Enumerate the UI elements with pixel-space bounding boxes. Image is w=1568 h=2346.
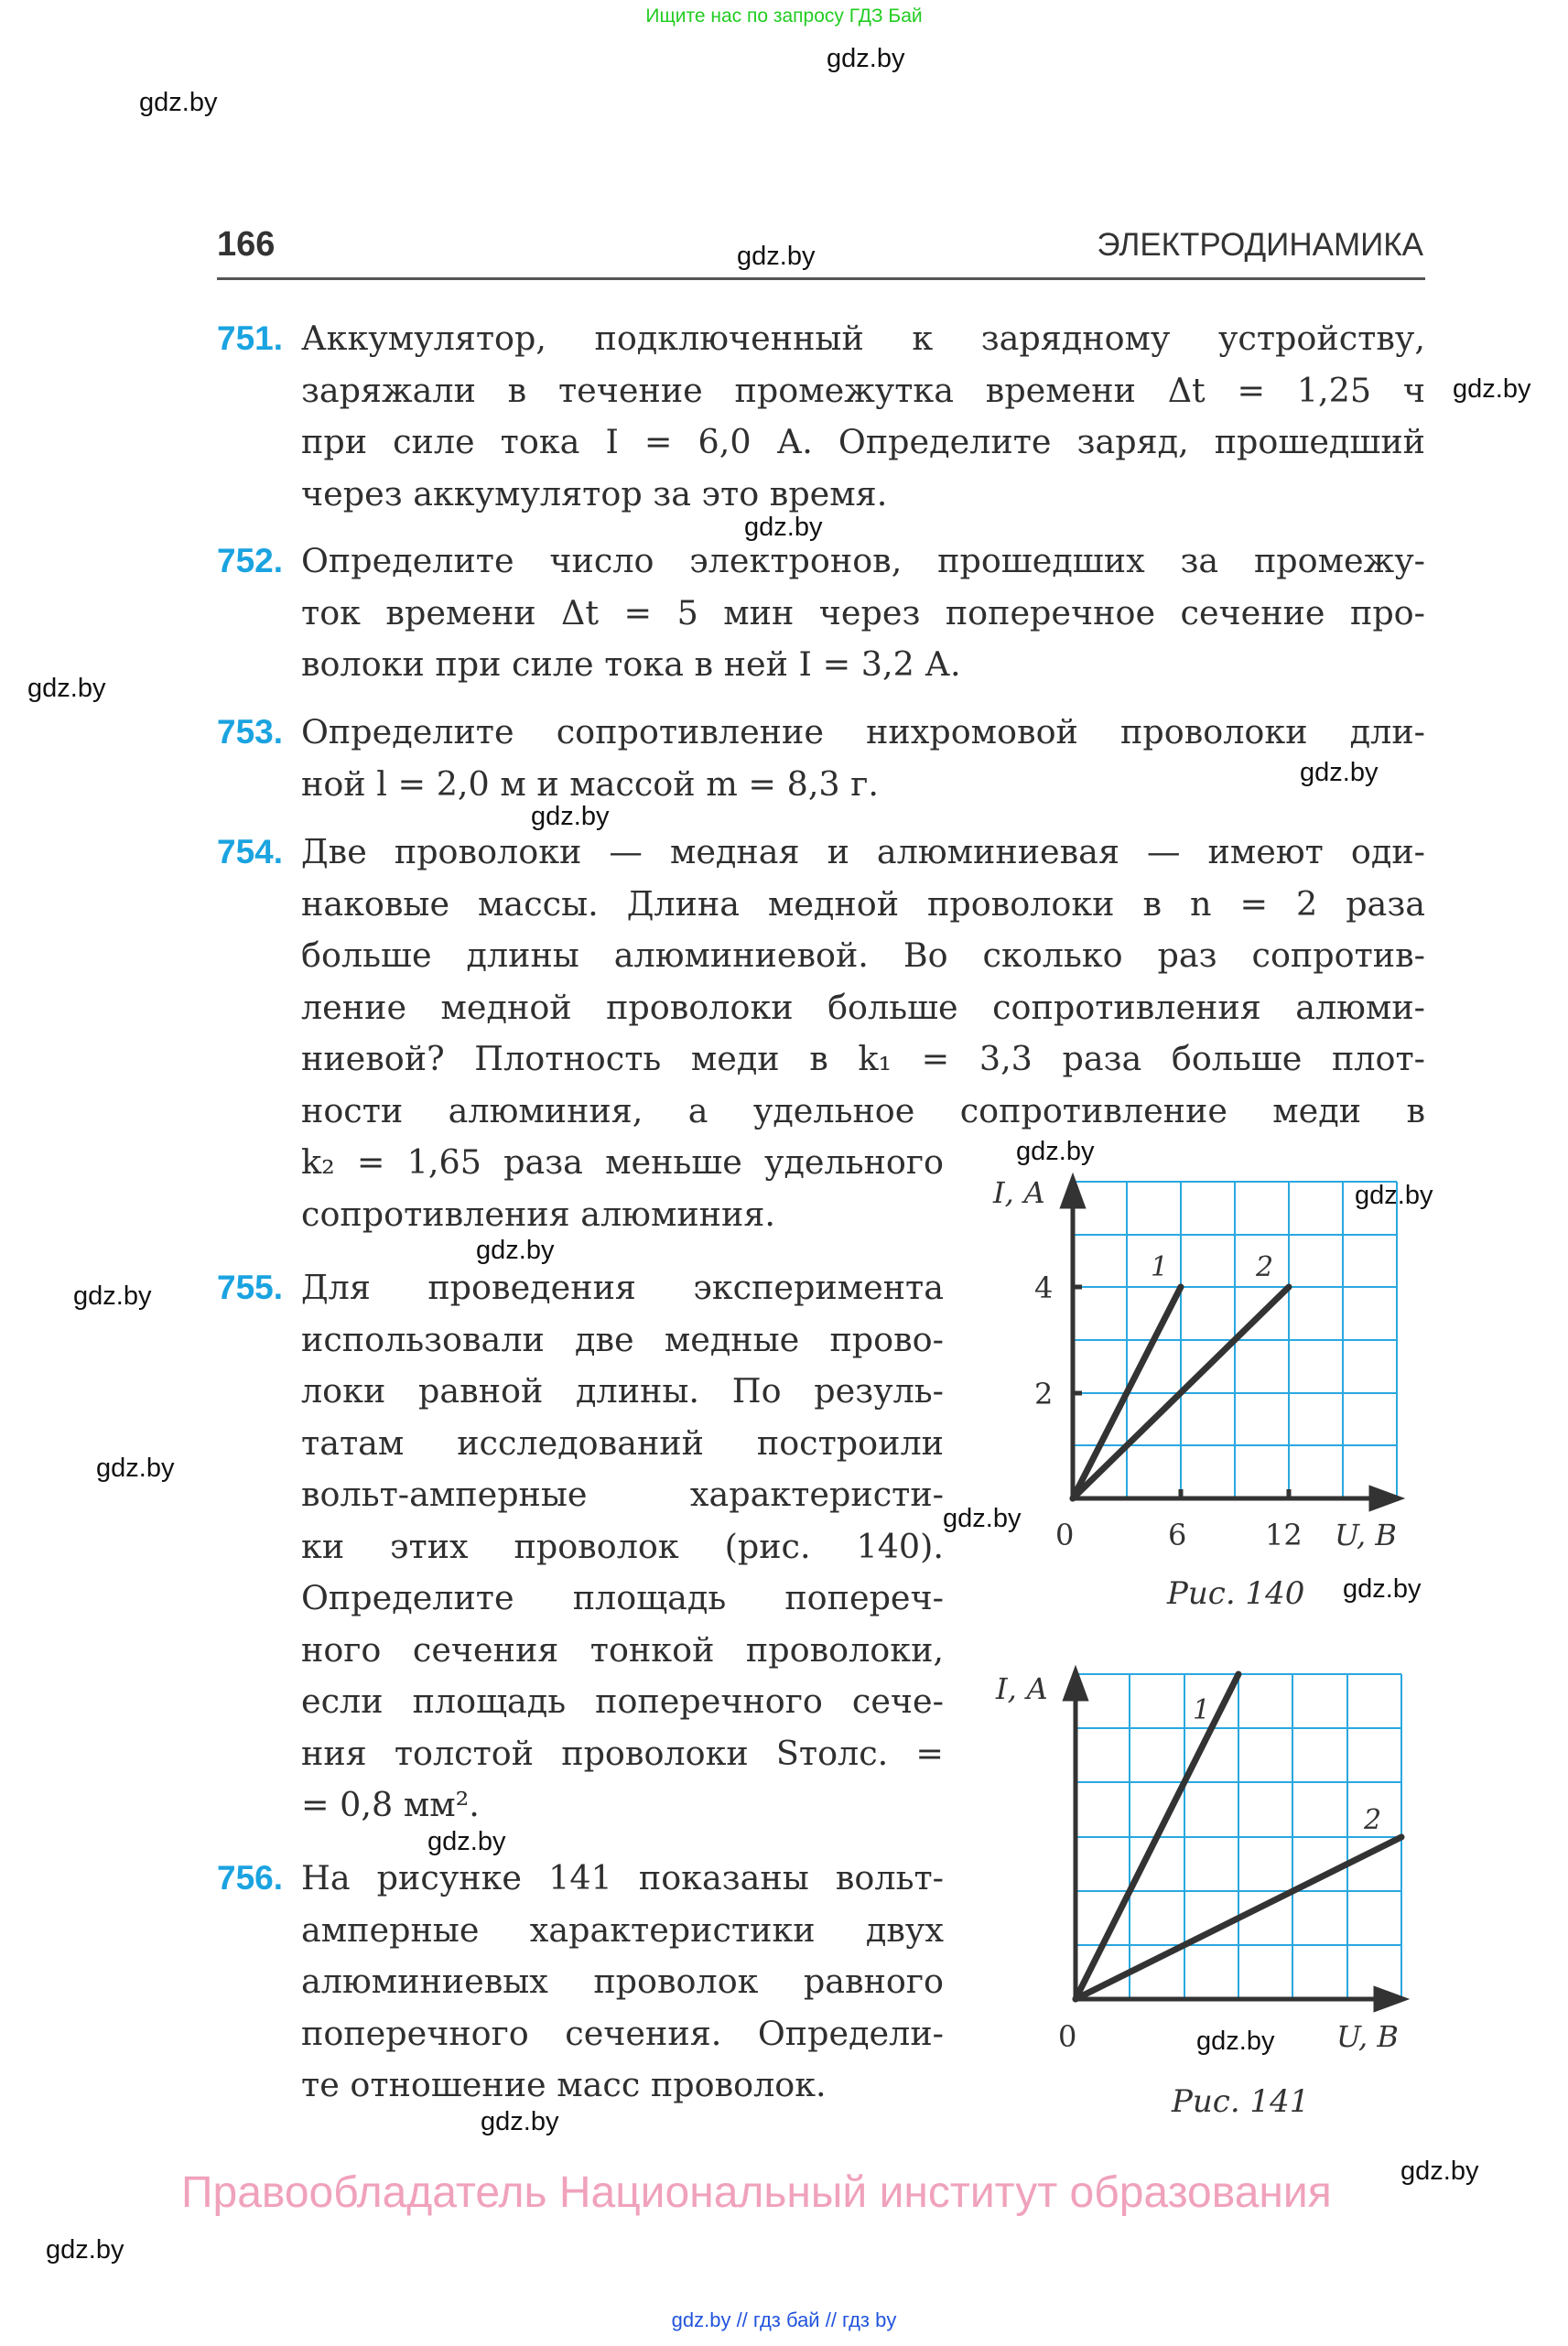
y-tick-4: 4 <box>1034 1270 1054 1305</box>
problem-text-line: Аккумулятор, подключенный к зарядному устройству, <box>301 319 1425 358</box>
problem-text-line: ление медной проволоки больше сопротивления алюми- <box>301 987 1425 1027</box>
problem-text-line: локи равной длины. По резуль- <box>301 1371 944 1411</box>
y-axis-label: I, А <box>993 1175 1046 1210</box>
watermark: gdz.by <box>73 1281 152 1311</box>
watermark: gdz.by <box>427 1827 506 1856</box>
watermark: gdz.by <box>1355 1181 1433 1210</box>
y-axis-label: I, А <box>996 1671 1049 1706</box>
y-axis-arrow-icon <box>1063 1179 1083 1206</box>
problem-text-line: если площадь поперечного сече- <box>301 1681 944 1721</box>
watermark: gdz.by <box>1016 1137 1095 1166</box>
problem-text-line: заряжали в течение промежутка времени Δt = 1,25 ч <box>301 370 1425 410</box>
page-number: 166 <box>217 225 276 264</box>
watermark: gdz.by <box>1453 374 1531 404</box>
grid <box>1076 1674 1401 1999</box>
y-tick-2: 2 <box>1034 1377 1054 1411</box>
figure-caption: Рис. 140 <box>1167 1575 1305 1612</box>
search-banner: Ищите нас по запросу ГДЗ Бай <box>645 5 923 27</box>
watermark: gdz.by <box>27 674 106 703</box>
problem-text-line: ной l = 2,0 м и массой m = 8,3 г. <box>301 763 879 804</box>
problem-text-line: вольт-амперные характеристи- <box>301 1475 944 1514</box>
watermark: gdz.by <box>737 242 816 271</box>
problem-number: 752. <box>217 542 284 579</box>
problem-text-line: На рисунке 141 показаны вольт- <box>301 1858 944 1897</box>
problem-text-line: Две проволоки — медная и алюминиевая — имеют оди- <box>301 832 1425 871</box>
watermark: gdz.by <box>46 2235 124 2265</box>
footer-links[interactable]: gdz.by // гдз бай // гдз by <box>671 2308 897 2331</box>
watermark: gdz.by <box>531 802 610 831</box>
problem-text-line: алюминиевых проволок равного <box>301 1962 944 2001</box>
problem-number: 753. <box>217 713 284 751</box>
series-1-label: 1 <box>1193 1694 1211 1726</box>
problem-number: 751. <box>217 319 284 357</box>
x-tick-6: 6 <box>1168 1518 1187 1552</box>
x-axis-label: U, В <box>1336 2019 1399 2054</box>
watermark: gdz.by <box>476 1236 555 1265</box>
figure-141-chart <box>970 1657 1446 2133</box>
problem-number: 754. <box>217 833 284 870</box>
copyright-notice: Правообладатель Национальный институт образования <box>181 2168 1332 2217</box>
watermark: gdz.by <box>1343 1574 1422 1604</box>
watermark: gdz.by <box>1400 2157 1479 2186</box>
section-title: ЭЛЕКТРОДИНАМИКА <box>1097 227 1423 263</box>
problem-text-line: ния толстой проволоки Sтолс. = <box>301 1733 944 1773</box>
problem-text-line: волоки при силе тока в ней I = 3,2 А. <box>301 644 961 684</box>
figure-caption: Рис. 141 <box>1172 2083 1310 2120</box>
watermark: gdz.by <box>139 88 218 117</box>
origin-label: 0 <box>1055 1518 1075 1552</box>
problem-text-line: Определите число электронов, прошедших за промежу- <box>301 541 1425 580</box>
problem-text-line: ки этих проволок (рис. 140). <box>301 1526 944 1566</box>
problem-text-line: наковые массы. Длина медной проволоки в n = 2 раза <box>301 883 1425 924</box>
problem-text-line: k₂ = 1,65 раза меньше удельного <box>301 1142 944 1182</box>
problem-text-line: сопротивления алюминия. <box>301 1194 775 1234</box>
problem-text-line: Определите площадь попереч- <box>301 1578 944 1617</box>
x-tick-12: 12 <box>1265 1518 1303 1552</box>
problem-text-line: = 0,8 мм². <box>301 1785 480 1824</box>
origin-label: 0 <box>1058 2019 1077 2054</box>
figure-140-chart <box>970 1162 1446 1638</box>
header-rule <box>217 277 1425 280</box>
series-2-label: 2 <box>1364 1804 1382 1836</box>
watermark: gdz.by <box>1300 758 1379 787</box>
x-axis-label: U, В <box>1335 1518 1397 1552</box>
problem-text-line: через аккумулятор за это время. <box>301 473 888 514</box>
problem-text-line: татам исследований построили <box>301 1422 944 1463</box>
problem-number: 756. <box>217 1859 284 1897</box>
watermark: gdz.by <box>96 1454 175 1483</box>
watermark: gdz.by <box>827 44 905 73</box>
problem-text-line: ного сечения тонкой проволоки, <box>301 1629 944 1670</box>
series-1-label: 1 <box>1151 1251 1169 1283</box>
series-2-label: 2 <box>1256 1251 1274 1283</box>
watermark: gdz.by <box>1196 2027 1275 2056</box>
problem-text-line: ток времени Δt = 5 мин через поперечное сечение про- <box>301 592 1425 632</box>
watermark: gdz.by <box>481 2107 559 2136</box>
problem-text-line: использовали две медные прово- <box>301 1319 944 1359</box>
problem-text-line: ниевой? Плотность меди в k₁ = 3,3 раза больше плот- <box>301 1039 1425 1078</box>
watermark: gdz.by <box>943 1504 1022 1533</box>
problem-text-line: ности алюминия, а удельное сопротивление меди в <box>301 1090 1425 1130</box>
problem-text-line: Для проведения эксперимента <box>301 1268 944 1307</box>
problem-text-line: поперечного сечения. Определи- <box>301 2013 944 2053</box>
x-axis-arrow-icon <box>1371 1488 1399 1508</box>
problem-text-line: при силе тока I = 6,0 А. Определите заряд, прошедший <box>301 422 1425 461</box>
problem-number: 755. <box>217 1269 284 1306</box>
problem-text-line: амперные характеристики двух <box>301 1909 944 1950</box>
problem-text-line: Определите сопротивление нихромовой проволоки дли- <box>301 712 1425 751</box>
problem-text-line: те отношение масс проволок. <box>301 2065 827 2104</box>
x-axis-arrow-icon <box>1376 1989 1403 2009</box>
y-axis-arrow-icon <box>1065 1671 1086 1699</box>
problem-text-line: больше длины алюминиевой. Во сколько раз сопротив- <box>301 935 1425 975</box>
watermark: gdz.by <box>744 513 823 542</box>
